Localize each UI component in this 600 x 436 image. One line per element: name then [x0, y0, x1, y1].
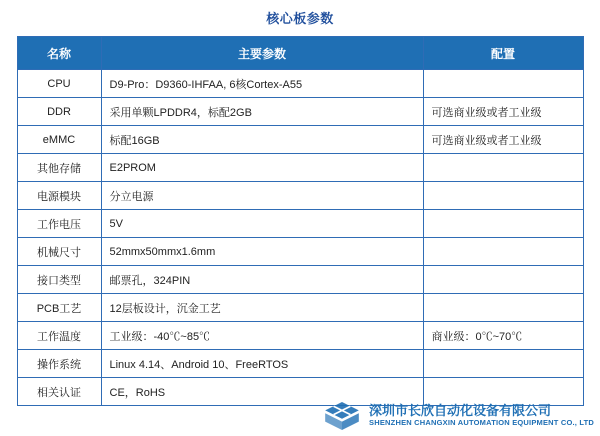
cell-config — [423, 154, 583, 182]
company-name-en: SHENZHEN CHANGXIN AUTOMATION EQUIPMENT CO., LTD — [369, 418, 594, 428]
cell-config — [423, 210, 583, 238]
cell-config — [423, 266, 583, 294]
cell-name: 操作系统 — [17, 350, 101, 378]
cell-name: DDR — [17, 98, 101, 126]
cell-config — [423, 70, 583, 98]
table-header-row — [17, 37, 583, 70]
cell-config — [423, 378, 583, 406]
table-row — [17, 378, 583, 406]
cell-main-params: 52mmx50mmx1.6mm — [101, 238, 423, 266]
cell-config: 可选商业级或者工业级 — [423, 126, 583, 154]
cell-main-params: 标配16GB — [101, 126, 423, 154]
table-row — [17, 154, 583, 182]
cell-main-params: 12层板设计，沉金工艺 — [101, 294, 423, 322]
cell-config — [423, 294, 583, 322]
cell-name: 电源模块 — [17, 182, 101, 210]
column-header-name: 名称 — [17, 37, 101, 70]
table-body — [17, 70, 583, 406]
column-header-config: 配置 — [423, 37, 583, 70]
table-row — [17, 70, 583, 98]
cell-name: 相关认证 — [17, 378, 101, 406]
cell-main-params: 工业级：-40℃~85℃ — [101, 322, 423, 350]
table-header — [17, 37, 583, 70]
cell-name: 工作温度 — [17, 322, 101, 350]
cell-main-params: D9-Pro：D9360-IHFAA, 6核Cortex-A55 — [101, 70, 423, 98]
page-title: 核心板参数 — [266, 11, 334, 26]
cell-config — [423, 182, 583, 210]
table-row — [17, 98, 583, 126]
company-logo-text — [369, 404, 594, 428]
table-row — [17, 294, 583, 322]
cell-main-params: 5V — [101, 210, 423, 238]
cell-name: 接口类型 — [17, 266, 101, 294]
cell-main-params: 邮票孔，324PIN — [101, 266, 423, 294]
cell-config — [423, 350, 583, 378]
company-name-cn: 深圳市长欣自动化设备有限公司 — [369, 403, 552, 419]
cell-config: 可选商业级或者工业级 — [423, 98, 583, 126]
cell-name: PCB工艺 — [17, 294, 101, 322]
table-row — [17, 210, 583, 238]
cell-name: eMMC — [17, 126, 101, 154]
cell-name: 机械尺寸 — [17, 238, 101, 266]
cell-main-params: CE，RoHS — [101, 378, 423, 406]
cell-name: 工作电压 — [17, 210, 101, 238]
column-header-main-params: 主要参数 — [101, 37, 423, 70]
cell-main-params: 采用单颗LPDDR4，标配2GB — [101, 98, 423, 126]
table-row — [17, 322, 583, 350]
cell-name: CPU — [17, 70, 101, 98]
table-row — [17, 182, 583, 210]
table-row — [17, 238, 583, 266]
cell-name: 其他存储 — [17, 154, 101, 182]
cell-config: 商业级：0℃~70℃ — [423, 322, 583, 350]
cell-config — [423, 238, 583, 266]
table-row — [17, 266, 583, 294]
cell-main-params: E2PROM — [101, 154, 423, 182]
table-row — [17, 126, 583, 154]
cell-main-params: Linux 4.14、Android 10、FreeRTOS — [101, 350, 423, 378]
spec-table — [17, 36, 584, 406]
table-row — [17, 350, 583, 378]
cell-main-params: 分立电源 — [101, 182, 423, 210]
